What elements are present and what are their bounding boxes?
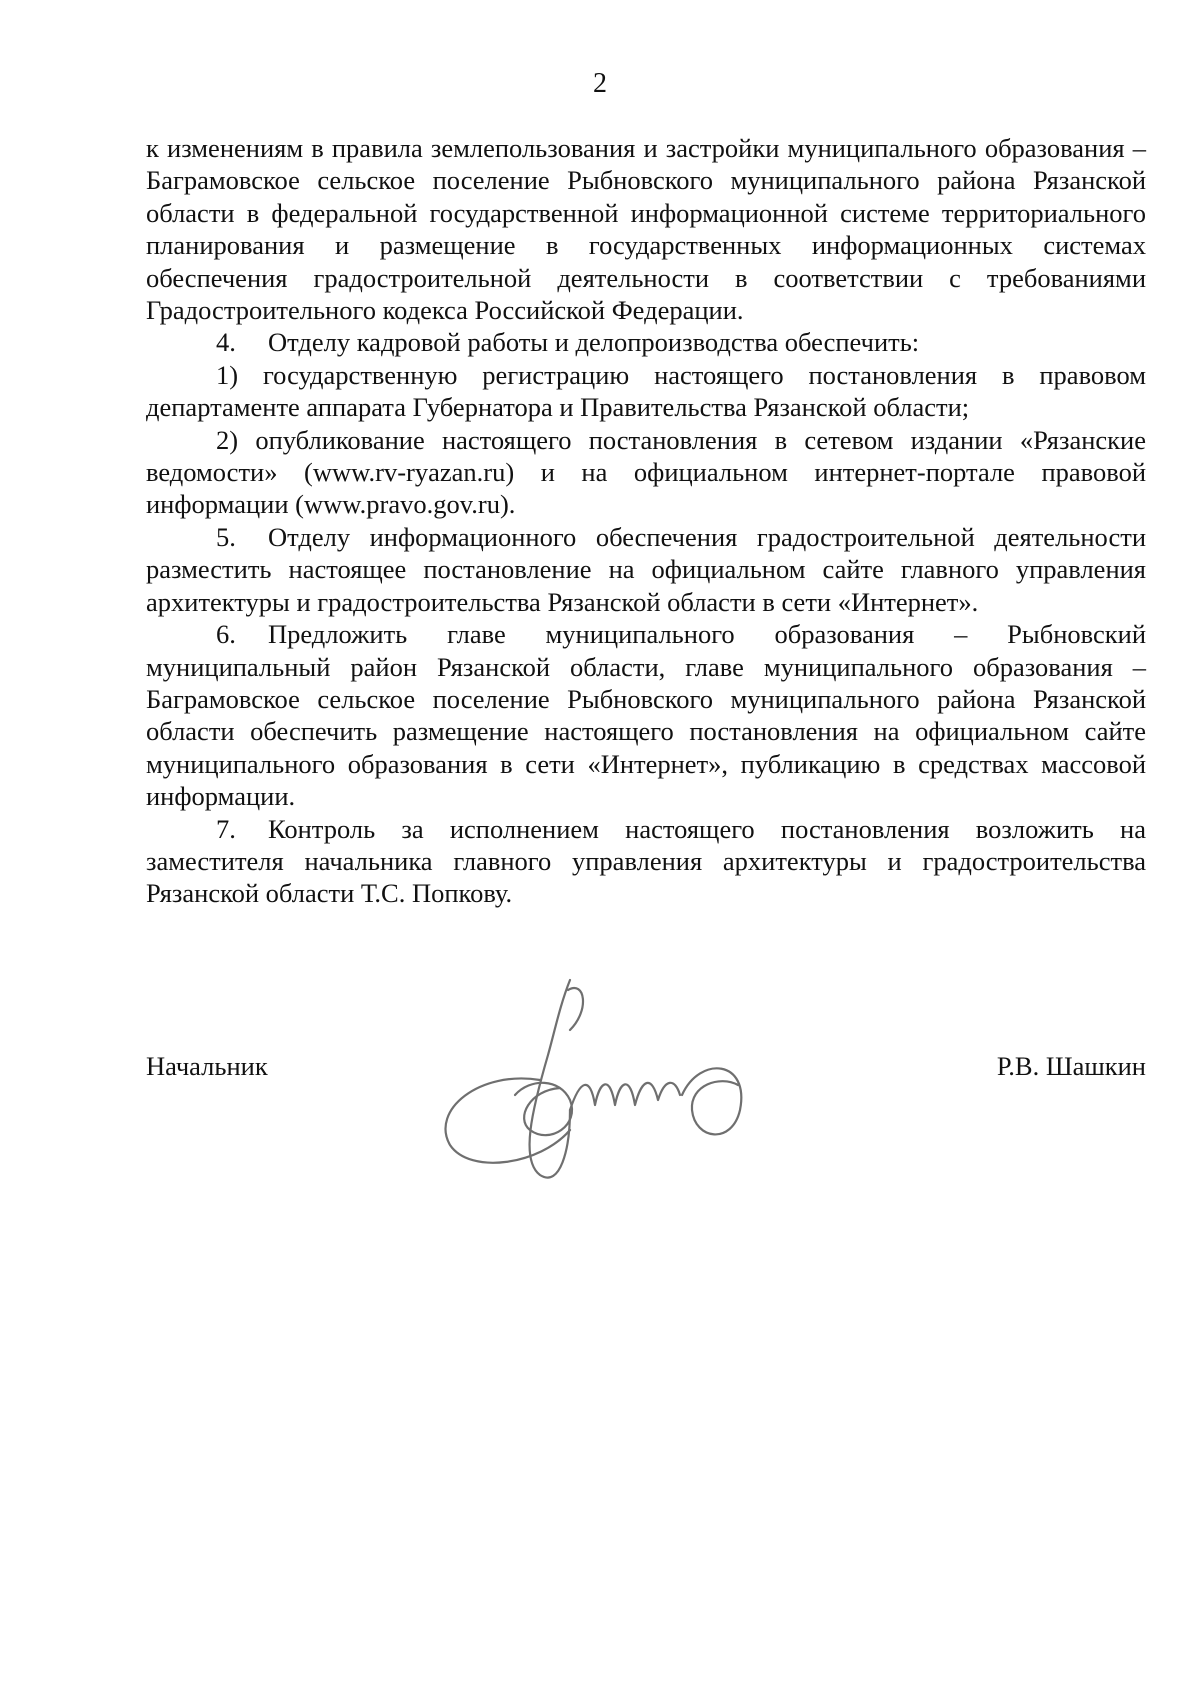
paragraph-item-6 (146, 618, 1146, 812)
paragraph-text: 1) государственную регистрацию настоящего постановления в правовом департаменте аппарата Губернатора и Правительства Рязанской области; (146, 359, 1146, 423)
paragraph-item-4 (146, 326, 1146, 358)
signatory-name: Р.В. Шашкин (996, 1051, 1146, 1081)
document-body (146, 132, 1146, 910)
signature-block (146, 1050, 1146, 1090)
paragraph-number: 6. (216, 619, 236, 650)
paragraph-number: 7. (216, 813, 236, 844)
paragraph-subitem-1 (146, 359, 1146, 424)
paragraph-subitem-2 (146, 424, 1146, 521)
paragraph-number: 5. (216, 521, 236, 552)
paragraph-text: Предложить главе муниципального образования – Рыбновский муниципальный район Рязанской области, главе муниципального образования – Баграмовское сельское поселение Рыбновского муниципального района Рязанской области обеспечить размещение настоящего постановления на официальном сайте муниципального образования в сети «Интернет», публикацию в средствах массовой информации. (146, 619, 1146, 812)
paragraph-text: к изменениям в правила землепользования и застройки муниципального образования – Баграмовское сельское поселение Рыбновского муниципального района Рязанской области в федеральной государственной информационной системе территориального планирования и размещение в государственных информационных системах обеспечения градостроительной деятельности в соответствии с требованиями Градостроительного кодекса Российской Федерации. (146, 133, 1146, 326)
paragraph-text: 2) опубликование настоящего постановления в сетевом издании «Рязанские ведомости» (www.rv-ryazan.ru) и на официальном интернет-портале правовой информации (www.pravo.gov.ru). (146, 424, 1146, 520)
page-number: 2 (593, 68, 607, 99)
paragraph-item-5 (146, 521, 1146, 618)
paragraph-text: Контроль за исполнением настоящего постановления возложить на заместителя начальника главного управления архитектуры и градостроительства Рязанской области Т.С. Попкову. (146, 813, 1146, 909)
paragraph-number: 4. (216, 327, 236, 358)
paragraph-text: Отделу информационного обеспечения градостроительной деятельности разместить настоящее постановление на официальном сайте главного управления архитектуры и градостроительства Рязанской области в сети «Интернет». (146, 521, 1146, 617)
signatory-position: Начальник (146, 1051, 268, 1081)
paragraph-continuation (146, 132, 1146, 326)
paragraph-text: Отделу кадровой работы и делопроизводства обеспечить: (268, 327, 920, 358)
paragraph-item-7 (146, 813, 1146, 910)
